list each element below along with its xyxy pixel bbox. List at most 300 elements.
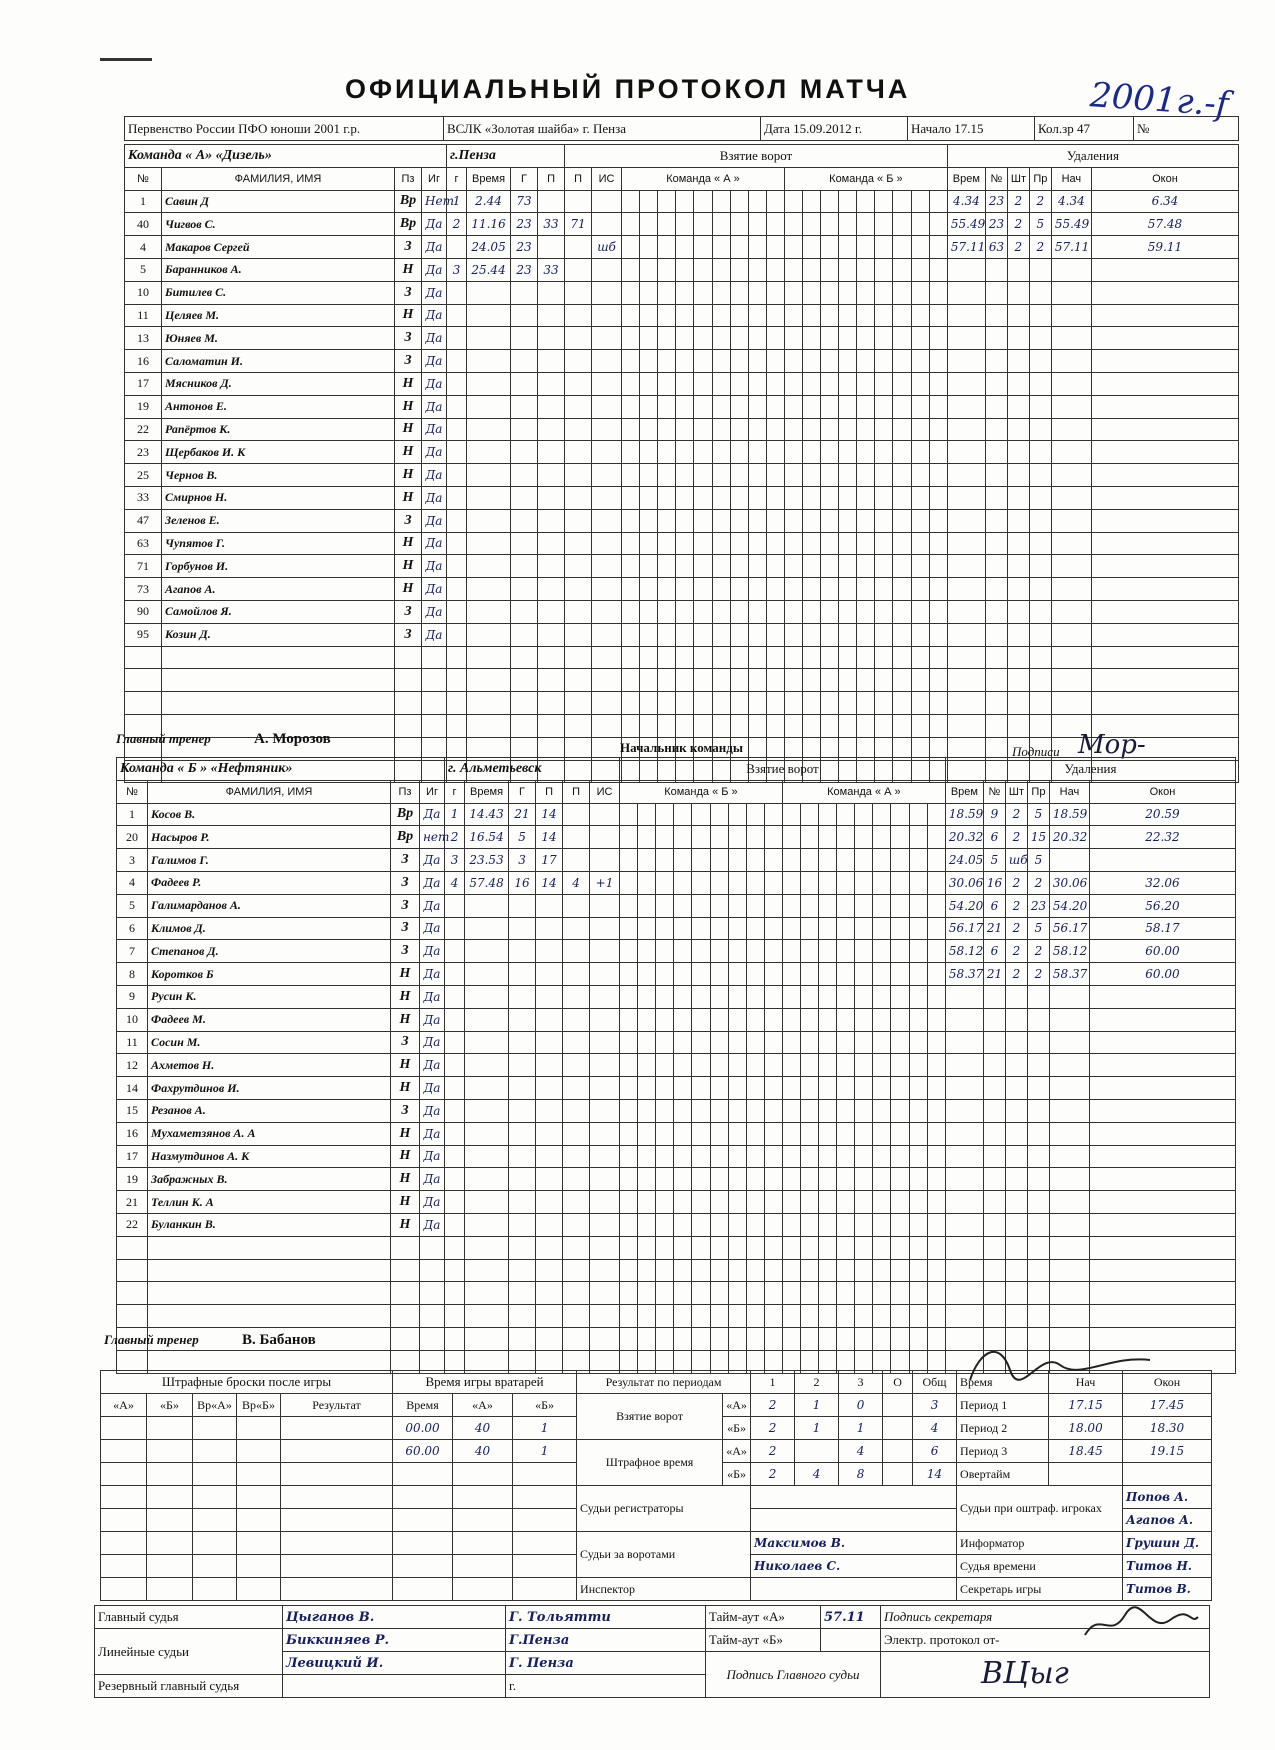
- goal-assist-1: [538, 327, 565, 350]
- lineup-cell: [658, 236, 676, 259]
- period-3-start: 18.45: [1049, 1440, 1123, 1463]
- penalty-player: [983, 1031, 1005, 1054]
- lineup-cell: [674, 963, 692, 986]
- goal-situation: [590, 917, 620, 940]
- lineup-cell: [730, 486, 748, 509]
- lineup-cell: [748, 213, 766, 236]
- goal-situation: шб: [592, 236, 622, 259]
- goals-b-p1: 2: [751, 1417, 795, 1440]
- lineup-cell: [855, 1077, 873, 1100]
- lineup-cell: [766, 669, 784, 692]
- goal-situation: [592, 258, 622, 281]
- penalty-time: 58.12: [945, 940, 983, 963]
- lineup-cell: [911, 236, 929, 259]
- lineup-cell: [694, 281, 712, 304]
- lineup-cell: [658, 578, 676, 601]
- lineup-cell: [855, 985, 873, 1008]
- lineup-cell: [891, 1168, 909, 1191]
- lineup-cell: [802, 395, 820, 418]
- lineup-cell: [819, 1077, 837, 1100]
- col-name: ФАМИЛИЯ, ИМЯ: [162, 167, 395, 190]
- lineup-cell: [710, 1327, 728, 1350]
- lineup-cell: [802, 509, 820, 532]
- lineup-cell: [748, 692, 766, 715]
- lineup-cell: [640, 213, 658, 236]
- lineup-cell: [891, 1099, 909, 1122]
- goal-time: [465, 1236, 509, 1259]
- lineup-cell: [875, 623, 893, 646]
- lineup-cell: [784, 692, 802, 715]
- lineup-cell: [728, 871, 746, 894]
- penalty-end: [1089, 1282, 1235, 1305]
- goal-assist-2: [563, 1031, 590, 1054]
- lineup-cell: [766, 692, 784, 715]
- player-position: [391, 1305, 420, 1328]
- lineup-cell: [875, 600, 893, 623]
- goal-time: [467, 623, 511, 646]
- lineup-cell: [766, 372, 784, 395]
- lineup-cell: [710, 1031, 728, 1054]
- lineup-cell: [855, 1031, 873, 1054]
- lineup-cell: [875, 509, 893, 532]
- lineup-cell: [821, 486, 839, 509]
- player-played: Нет: [422, 190, 447, 213]
- lineup-cell: [893, 258, 911, 281]
- lineup-cell: [857, 281, 875, 304]
- lineup-cell: [674, 803, 692, 826]
- lineup-cell: [909, 1122, 927, 1145]
- penalty-start: [1049, 1077, 1089, 1100]
- goalie-row-1-b: 1: [513, 1417, 577, 1440]
- goal-scorer: [511, 555, 538, 578]
- lineup-cell: [821, 350, 839, 373]
- player-number: 40: [125, 213, 162, 236]
- lineup-cell: [839, 646, 857, 669]
- player-name: Фадеев Р.: [148, 871, 391, 894]
- player-row: [125, 236, 1239, 259]
- lineup-cell: [674, 1122, 692, 1145]
- goal-assist-1: [536, 1282, 563, 1305]
- lineup-cell: [730, 646, 748, 669]
- penalty-end: 56.20: [1089, 894, 1235, 917]
- lineup-cell: [800, 1122, 818, 1145]
- lineup-cell: [800, 1168, 818, 1191]
- goal-assist-1: [538, 555, 565, 578]
- lineup-cell: [893, 236, 911, 259]
- penalty-start: 58.12: [1049, 940, 1089, 963]
- lineup-cell: [658, 213, 676, 236]
- lineup-cell: [728, 803, 746, 826]
- lineup-cell: [873, 826, 891, 849]
- col-time: Время: [465, 780, 509, 803]
- col-team-b-lineup: Команда « Б »: [620, 780, 783, 803]
- player-name: Галимов Г.: [148, 849, 391, 872]
- lineup-cell: [640, 692, 658, 715]
- penalty-player: 21: [983, 963, 1005, 986]
- lineup-cell: [620, 1213, 638, 1236]
- goal-assist-1: [536, 985, 563, 1008]
- goal-scorer: [509, 1099, 536, 1122]
- lineup-cell: [875, 714, 893, 737]
- venue: ВСЛК «Золотая шайба» г. Пенза: [444, 117, 761, 141]
- lineup-cell: [821, 236, 839, 259]
- lineup-cell: [927, 1099, 945, 1122]
- goalie-row-1-a: 40: [453, 1417, 513, 1440]
- goals-b-label: «Б»: [723, 1417, 751, 1440]
- lineup-cell: [746, 1077, 764, 1100]
- lineup-cell: [819, 1122, 837, 1145]
- lineup-cell: [855, 1213, 873, 1236]
- lineup-cell: [658, 395, 676, 418]
- penalty-end: [1091, 281, 1238, 304]
- lineup-cell: [891, 803, 909, 826]
- lineup-cell: [800, 871, 818, 894]
- lineup-cell: [927, 1236, 945, 1259]
- lineup-cell: [927, 1077, 945, 1100]
- lineup-cell: [710, 985, 728, 1008]
- goal-assist-2: [565, 714, 592, 737]
- lineup-cell: [837, 1122, 855, 1145]
- penalty-end: [1089, 985, 1235, 1008]
- lineup-cell: [640, 464, 658, 487]
- lineup-cell: [784, 646, 802, 669]
- lineup-cell: [857, 236, 875, 259]
- lineup-cell: [821, 213, 839, 236]
- lineup-cell: [622, 327, 640, 350]
- player-name: Щербаков И. К: [162, 441, 395, 464]
- player-name: Агапов А.: [162, 578, 395, 601]
- lineup-cell: [748, 327, 766, 350]
- penalty-time: [947, 281, 985, 304]
- col-pen-time: Врем: [947, 167, 985, 190]
- penalty-reason: [1029, 464, 1051, 487]
- player-played: Да: [422, 555, 447, 578]
- penalty-end: [1089, 1008, 1235, 1031]
- lineup-cell: [819, 940, 837, 963]
- lineup-cell: [873, 917, 891, 940]
- col-goal-no: г: [445, 780, 465, 803]
- lineup-cell: [638, 1145, 656, 1168]
- goal-situation: [590, 894, 620, 917]
- lineup-cell: [911, 692, 929, 715]
- lineup-cell: [891, 1282, 909, 1305]
- lineup-cell: [819, 871, 837, 894]
- lineup-cell: [837, 1236, 855, 1259]
- goal-time: [467, 692, 511, 715]
- lineup-cell: [893, 464, 911, 487]
- goal-number: [447, 623, 467, 646]
- lineup-cell: [676, 555, 694, 578]
- goal-scorer: [511, 464, 538, 487]
- penalty-reason: [1027, 1236, 1049, 1259]
- goal-time: [465, 1327, 509, 1350]
- lineup-cell: [784, 464, 802, 487]
- penalty-player: [985, 578, 1007, 601]
- penalty-start: [1049, 1122, 1089, 1145]
- lineup-cell: [927, 985, 945, 1008]
- penalty-start: [1049, 1236, 1089, 1259]
- lineup-cell: [692, 1008, 710, 1031]
- lineup-cell: [929, 532, 947, 555]
- penalty-player: [985, 464, 1007, 487]
- goal-time: [467, 555, 511, 578]
- pen-a-ot: [883, 1440, 913, 1463]
- lineup-cell: [764, 894, 782, 917]
- team-b-penalties-title: Удаления: [945, 758, 1235, 781]
- lineup-cell: [710, 1099, 728, 1122]
- lineup-cell: [766, 190, 784, 213]
- lineup-cell: [764, 1327, 782, 1350]
- lineup-cell: [728, 1191, 746, 1214]
- lineup-cell: [674, 894, 692, 917]
- lineup-cell: [710, 803, 728, 826]
- goal-number: [445, 1145, 465, 1168]
- penalty-player: [985, 555, 1007, 578]
- lineup-cell: [927, 803, 945, 826]
- goal-scorer: 5: [509, 826, 536, 849]
- penalty-minutes: [1007, 714, 1029, 737]
- lineup-cell: [674, 1236, 692, 1259]
- lineup-cell: [873, 1008, 891, 1031]
- lineup-cell: [819, 1168, 837, 1191]
- penalty-reason: [1029, 532, 1051, 555]
- lineup-cell: [873, 803, 891, 826]
- player-name: Самойлов Я.: [162, 600, 395, 623]
- goal-situation: [590, 1054, 620, 1077]
- lineup-cell: [730, 281, 748, 304]
- team-a-penalties-title: Удаления: [947, 145, 1238, 168]
- pen-b-p2: 4: [795, 1463, 839, 1486]
- penalty-minutes: [1005, 1282, 1027, 1305]
- goal-number: 1: [445, 803, 465, 826]
- lineup-cell: [821, 646, 839, 669]
- player-played: [422, 692, 447, 715]
- penalty-minutes: 2: [1005, 871, 1027, 894]
- lineup-cell: [656, 963, 674, 986]
- team-b-goals-title: Взятие ворот: [620, 758, 946, 781]
- penalty-minutes: [1007, 441, 1029, 464]
- lineup-cell: [857, 555, 875, 578]
- lineup-cell: [638, 985, 656, 1008]
- lineup-cell: [855, 871, 873, 894]
- shootout-col-gkb: Вр«Б»: [237, 1394, 281, 1417]
- penalty-player: [985, 372, 1007, 395]
- lineup-cell: [766, 464, 784, 487]
- lineup-cell: [676, 190, 694, 213]
- goal-number: [447, 555, 467, 578]
- penalty-start: [1049, 1031, 1089, 1054]
- lineup-cell: [839, 464, 857, 487]
- protocol-number: №: [1134, 117, 1239, 141]
- player-row: [125, 646, 1239, 669]
- penalty-time: [945, 1008, 983, 1031]
- col-team-a-lineup: Команда « А »: [782, 780, 945, 803]
- overtime-end: [1123, 1463, 1212, 1486]
- player-name: [148, 1305, 391, 1328]
- lineup-cell: [782, 1327, 800, 1350]
- penalty-end: [1089, 1145, 1235, 1168]
- player-played: Да: [420, 1054, 445, 1077]
- lineup-cell: [873, 1031, 891, 1054]
- lineup-cell: [837, 985, 855, 1008]
- penalty-reason: [1027, 1008, 1049, 1031]
- player-position: Н: [395, 464, 422, 487]
- lineup-cell: [891, 826, 909, 849]
- goal-assist-2: [565, 623, 592, 646]
- goal-assist-1: [538, 441, 565, 464]
- penalty-start: 30.06: [1049, 871, 1089, 894]
- team-b-coach-label: Главный тренер: [104, 1332, 199, 1347]
- lineup-cell: [873, 1122, 891, 1145]
- goal-assist-1: [538, 600, 565, 623]
- lineup-cell: [746, 1191, 764, 1214]
- lineup-cell: [766, 578, 784, 601]
- lineup-cell: [855, 963, 873, 986]
- lineup-cell: [837, 1213, 855, 1236]
- player-position: [391, 1282, 420, 1305]
- goal-assist-1: [538, 578, 565, 601]
- player-row: [117, 1191, 1236, 1214]
- player-name: Чернов В.: [162, 464, 395, 487]
- goal-number: [447, 372, 467, 395]
- lineup-cell: [746, 849, 764, 872]
- lineup-cell: [839, 509, 857, 532]
- goal-situation: [590, 1077, 620, 1100]
- lineup-cell: [640, 669, 658, 692]
- lineup-cell: [873, 1145, 891, 1168]
- penalty-end: [1091, 441, 1238, 464]
- goal-assist-2: [563, 1008, 590, 1031]
- period-1-start: 17.15: [1049, 1394, 1123, 1417]
- lineup-cell: [800, 1327, 818, 1350]
- goal-time: [467, 350, 511, 373]
- lineup-cell: [784, 350, 802, 373]
- lineup-cell: [712, 395, 730, 418]
- lineup-cell: [712, 464, 730, 487]
- lineup-cell: [800, 1031, 818, 1054]
- player-name: [148, 1282, 391, 1305]
- lineup-cell: [891, 1191, 909, 1214]
- lineup-cell: [819, 1145, 837, 1168]
- lineup-cell: [929, 281, 947, 304]
- goal-assist-2: [563, 1282, 590, 1305]
- lineup-cell: [694, 213, 712, 236]
- lineup-cell: [620, 849, 638, 872]
- lineup-cell: [782, 1259, 800, 1282]
- lineup-cell: [802, 350, 820, 373]
- lineup-cell: [875, 555, 893, 578]
- player-row: [117, 1122, 1236, 1145]
- lineup-cell: [656, 1077, 674, 1100]
- player-position: [395, 692, 422, 715]
- goal-situation: [590, 1122, 620, 1145]
- lineup-cell: [620, 826, 638, 849]
- lineup-cell: [710, 1305, 728, 1328]
- lineup-cell: [640, 714, 658, 737]
- penalty-reason: 2: [1027, 871, 1049, 894]
- lineup-cell: [656, 1122, 674, 1145]
- player-name: Фадеев М.: [148, 1008, 391, 1031]
- goal-situation: [592, 281, 622, 304]
- lineup-cell: [929, 372, 947, 395]
- player-name: [148, 1236, 391, 1259]
- goal-number: [445, 940, 465, 963]
- goals-b-ot: [883, 1417, 913, 1440]
- lineup-cell: [622, 258, 640, 281]
- lineup-cell: [855, 1236, 873, 1259]
- goals-a-p3: 0: [839, 1394, 883, 1417]
- lineup-cell: [694, 418, 712, 441]
- col-assist-2: П: [565, 167, 592, 190]
- player-number: 5: [117, 894, 148, 917]
- lineup-cell: [927, 1327, 945, 1350]
- lineup-cell: [658, 555, 676, 578]
- goal-scorer: [509, 1077, 536, 1100]
- head-ref-city: Г. Тольятти: [506, 1606, 706, 1629]
- player-position: Н: [391, 1145, 420, 1168]
- player-name: Баранников А.: [162, 258, 395, 281]
- player-name: Юняев М.: [162, 327, 395, 350]
- penalty-reason: 5: [1029, 213, 1051, 236]
- player-row: [117, 985, 1236, 1008]
- penalty-minutes: [1005, 1031, 1027, 1054]
- lineup-cell: [855, 1191, 873, 1214]
- lineup-cell: [620, 1099, 638, 1122]
- lineup-cell: [819, 1327, 837, 1350]
- lineup-cell: [784, 600, 802, 623]
- lineup-cell: [837, 1191, 855, 1214]
- player-played: Да: [420, 1077, 445, 1100]
- lineup-cell: [857, 623, 875, 646]
- lineup-cell: [748, 350, 766, 373]
- lineup-cell: [676, 578, 694, 601]
- secretary-signature-label: Подпись секретаря: [881, 1606, 1210, 1629]
- lineup-cell: [875, 304, 893, 327]
- lineup-cell: [927, 1213, 945, 1236]
- penalty-end: 58.17: [1089, 917, 1235, 940]
- lineup-cell: [638, 1168, 656, 1191]
- lineup-cell: [839, 600, 857, 623]
- lineup-cell: [764, 1145, 782, 1168]
- goal-assist-1: [538, 486, 565, 509]
- goal-number: [445, 1122, 465, 1145]
- penalty-time: [947, 714, 985, 737]
- player-position: Н: [391, 985, 420, 1008]
- col-pen-end: Окон: [1091, 167, 1238, 190]
- lineup-cell: [909, 803, 927, 826]
- lineup-cell: [891, 1259, 909, 1282]
- lineup-cell: [674, 849, 692, 872]
- goal-scorer: [509, 1122, 536, 1145]
- penalty-minutes: [1007, 555, 1029, 578]
- lineup-cell: [857, 418, 875, 441]
- lineup-cell: [712, 213, 730, 236]
- team-b-label: Команда « Б » «Нефтяник»: [117, 758, 445, 781]
- lineup-cell: [800, 1259, 818, 1282]
- penalty-end: [1091, 418, 1238, 441]
- lineup-cell: [873, 894, 891, 917]
- goals-b-p3: 1: [839, 1417, 883, 1440]
- lineup-cell: [891, 1327, 909, 1350]
- lineup-cell: [620, 1145, 638, 1168]
- lineup-cell: [909, 849, 927, 872]
- goal-assist-2: [565, 578, 592, 601]
- goal-situation: [590, 1259, 620, 1282]
- penalty-start: [1051, 532, 1091, 555]
- lineup-cell: [855, 1122, 873, 1145]
- lineup-cell: [873, 1259, 891, 1282]
- lineup-cell: [710, 1168, 728, 1191]
